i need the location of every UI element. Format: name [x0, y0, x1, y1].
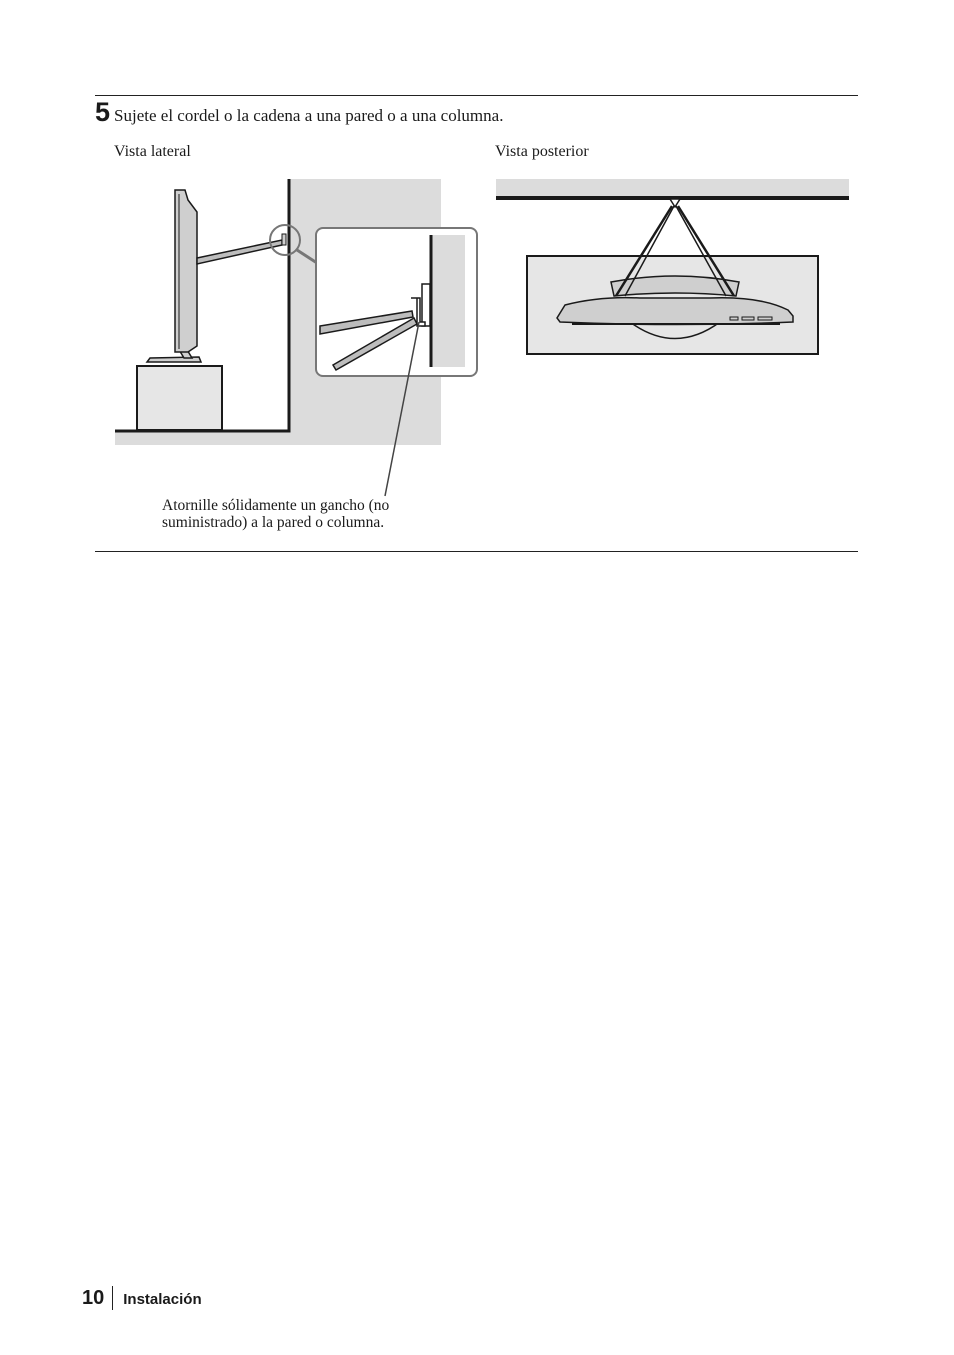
footer-separator	[112, 1286, 113, 1310]
rear-view-caption: Vista posterior	[495, 143, 589, 160]
step-number: 5	[95, 97, 111, 127]
wall-hook	[282, 234, 286, 245]
tv-body-side	[175, 190, 197, 352]
side-view-caption: Vista lateral	[114, 143, 191, 160]
tv-stand-base	[147, 357, 201, 362]
rear-view-illustration	[496, 179, 849, 354]
wall-strap	[197, 240, 282, 264]
cabinet	[137, 366, 222, 430]
bottom-rule	[95, 551, 858, 552]
zoom-hook-plate	[422, 284, 430, 326]
zoom-wall-area	[431, 235, 465, 367]
floor-area	[115, 431, 441, 445]
page-number: 10	[82, 1287, 105, 1309]
rear-wall-area	[496, 179, 849, 198]
section-name: Instalación	[123, 1291, 202, 1308]
page-footer	[82, 1284, 202, 1312]
hook-note: Atornille sólidamente un gancho (no suministrado) a la pared o columna.	[162, 497, 390, 531]
step-instruction: Sujete el cordel o la cadena a una pared o a una columna.	[114, 106, 504, 125]
side-view-illustration	[115, 179, 477, 496]
